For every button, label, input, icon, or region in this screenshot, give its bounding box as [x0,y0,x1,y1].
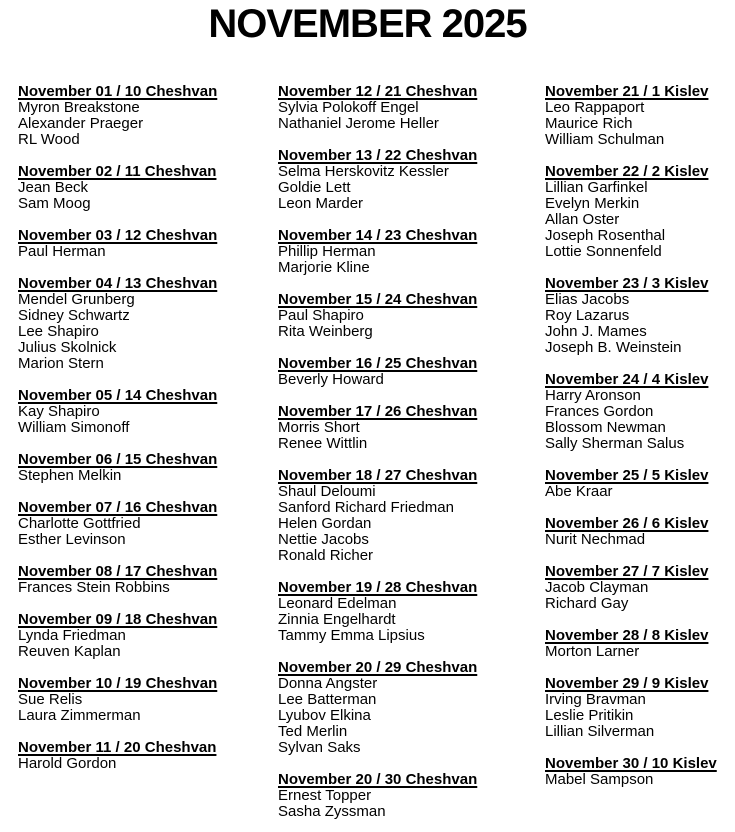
date-section [545,276,730,356]
yahrzeit-name: Myron Breakstone [18,99,140,116]
page-title: NOVEMBER 2025 [208,2,527,46]
date-header: November 16 / 25 Cheshvan [278,355,478,372]
date-header: November 10 / 19 Cheshvan [18,675,218,692]
yahrzeit-name: Leslie Pritikin [545,707,634,724]
date-section [18,564,270,596]
date-section [545,84,730,148]
yahrzeit-name: Harry Aronson [545,387,641,404]
date-header: November 02 / 11 Cheshvan [18,163,217,180]
date-header: November 20 / 30 Cheshvan [278,771,478,788]
yahrzeit-name: Sam Moog [18,195,91,212]
yahrzeit-name: Julius Skolnick [18,339,117,356]
date-section [545,564,730,612]
yahrzeit-name: Stephen Melkin [18,467,122,484]
date-section [545,676,730,740]
date-header: November 09 / 18 Cheshvan [18,611,218,628]
yahrzeit-name: Renee Wittlin [278,435,368,452]
yahrzeit-name: Nurit Nechmad [545,531,646,548]
date-section [545,756,730,788]
yahrzeit-name: Elias Jacobs [545,291,630,308]
yahrzeit-name: Phillip Herman [278,243,376,260]
yahrzeit-name: Harold Gordon [18,755,117,772]
yahrzeit-name: Lee Batterman [278,691,377,708]
date-section [18,612,270,660]
date-section [545,372,730,452]
date-header: November 04 / 13 Cheshvan [18,275,218,292]
date-header: November 13 / 22 Cheshvan [278,147,478,164]
date-section [18,276,270,372]
yahrzeit-name: Lee Shapiro [18,323,99,340]
date-header: November 17 / 26 Cheshvan [278,403,478,420]
date-header: November 19 / 28 Cheshvan [278,579,478,596]
yahrzeit-name: Frances Gordon [545,403,654,420]
date-section [278,228,536,276]
yahrzeit-name: Donna Angster [278,675,378,692]
date-header: November 12 / 21 Cheshvan [278,83,478,100]
yahrzeit-name: Abe Kraar [545,483,613,500]
yahrzeit-name: Esther Levinson [18,531,126,548]
date-section [278,356,536,388]
yahrzeit-name: Morton Larner [545,643,640,660]
date-header: November 22 / 2 Kislev [545,163,709,180]
yahrzeit-name: Leo Rappaport [545,99,645,116]
date-section [18,676,270,724]
date-section [545,164,730,260]
yahrzeit-name: Nettie Jacobs [278,531,369,548]
yahrzeit-name: Sanford Richard Friedman [278,499,454,516]
yahrzeit-name: Paul Shapiro [278,307,364,324]
date-header: November 11 / 20 Cheshvan [18,739,217,756]
yahrzeit-name: Leon Marder [278,195,364,212]
yahrzeit-name: Joseph B. Weinstein [545,339,682,356]
date-header: November 26 / 6 Kislev [545,515,709,532]
yahrzeit-name: Reuven Kaplan [18,643,121,660]
yahrzeit-name: Ted Merlin [278,723,348,740]
yahrzeit-name: Beverly Howard [278,371,384,388]
date-section [18,84,270,148]
yahrzeit-name: Leonard Edelman [278,595,397,612]
yahrzeit-name: Selma Herskovitz Kessler [278,163,449,180]
date-section [278,404,536,452]
column-2 [278,84,536,832]
date-header: November 24 / 4 Kislev [545,371,709,388]
yahrzeit-name: Irving Bravman [545,691,646,708]
yahrzeit-name: Lottie Sonnenfeld [545,243,662,260]
yahrzeit-name: Roy Lazarus [545,307,630,324]
date-section [18,500,270,548]
yahrzeit-name: Mendel Grunberg [18,291,135,308]
date-header: November 15 / 24 Cheshvan [278,291,478,308]
date-section [18,164,270,212]
yahrzeit-name: Sue Relis [18,691,83,708]
yahrzeit-name: Evelyn Merkin [545,195,640,212]
yahrzeit-name: John J. Mames [545,323,647,340]
date-section [278,772,536,820]
date-header: November 27 / 7 Kislev [545,563,709,580]
date-header: November 29 / 9 Kislev [545,675,709,692]
yahrzeit-name: Sasha Zyssman [278,803,386,820]
yahrzeit-name: Rita Weinberg [278,323,373,340]
yahrzeit-name: Lynda Friedman [18,627,126,644]
date-section [278,580,536,644]
yahrzeit-name: Marjorie Kline [278,259,370,276]
yahrzeit-name: Mabel Sampson [545,771,654,788]
yahrzeit-name: Zinnia Engelhardt [278,611,396,628]
date-section [18,388,270,436]
yahrzeit-name: Lyubov Elkina [278,707,371,724]
yahrzeit-name: Maurice Rich [545,115,633,132]
date-header: November 23 / 3 Kislev [545,275,709,292]
yahrzeit-name: Goldie Lett [278,179,351,196]
yahrzeit-name: Sally Sherman Salus [545,435,685,452]
yahrzeit-name: Allan Oster [545,211,620,228]
date-section [545,628,730,660]
yahrzeit-name: William Schulman [545,131,665,148]
yahrzeit-name: Nathaniel Jerome Heller [278,115,439,132]
yahrzeit-name: Sylvan Saks [278,739,361,756]
yahrzeit-name: Morris Short [278,419,360,436]
column-1 [18,84,270,788]
date-section [278,468,536,564]
yahrzeit-name: Lillian Garfinkel [545,179,648,196]
date-header: November 01 / 10 Cheshvan [18,83,218,100]
date-section [18,452,270,484]
date-section [18,228,270,260]
yahrzeit-name: Tammy Emma Lipsius [278,627,425,644]
date-section [18,740,270,772]
date-header: November 07 / 16 Cheshvan [18,499,218,516]
date-header: November 18 / 27 Cheshvan [278,467,478,484]
yahrzeit-name: Alexander Praeger [18,115,144,132]
column-3 [545,84,730,804]
yahrzeit-name: Kay Shapiro [18,403,100,420]
yahrzeit-name: Frances Stein Robbins [18,579,170,596]
date-header: November 21 / 1 Kislev [545,83,709,100]
yahrzeit-name: Blossom Newman [545,419,666,436]
yahrzeit-name: Lillian Silverman [545,723,655,740]
date-header: November 06 / 15 Cheshvan [18,451,218,468]
yahrzeit-name: William Simonoff [18,419,130,436]
date-header: November 05 / 14 Cheshvan [18,387,218,404]
yahrzeit-name: Helen Gordan [278,515,372,532]
yahrzeit-name: Ernest Topper [278,787,372,804]
date-header: November 08 / 17 Cheshvan [18,563,218,580]
date-header: November 25 / 5 Kislev [545,467,709,484]
date-header: November 03 / 12 Cheshvan [18,227,218,244]
date-header: November 30 / 10 Kislev [545,755,717,772]
yahrzeit-name: Richard Gay [545,595,629,612]
date-header: November 28 / 8 Kislev [545,627,709,644]
yahrzeit-name: Marion Stern [18,355,104,372]
yahrzeit-name: Sylvia Polokoff Engel [278,99,419,116]
date-header: November 20 / 29 Cheshvan [278,659,478,676]
date-section [278,292,536,340]
yahrzeit-name: Jacob Clayman [545,579,649,596]
date-header: November 14 / 23 Cheshvan [278,227,478,244]
yahrzeit-name: Shaul Deloumi [278,483,376,500]
date-section [278,84,536,132]
date-section [278,660,536,756]
yahrzeit-name: Laura Zimmerman [18,707,141,724]
yahrzeit-name: Joseph Rosenthal [545,227,666,244]
yahrzeit-name: Ronald Richer [278,547,374,564]
date-section [545,516,730,548]
yahrzeit-name: Sidney Schwartz [18,307,130,324]
yahrzeit-name: Paul Herman [18,243,106,260]
date-section [545,468,730,500]
yahrzeit-name: RL Wood [18,131,80,148]
yahrzeit-name: Charlotte Gottfried [18,515,141,532]
yahrzeit-name: Jean Beck [18,179,89,196]
date-section [278,148,536,212]
